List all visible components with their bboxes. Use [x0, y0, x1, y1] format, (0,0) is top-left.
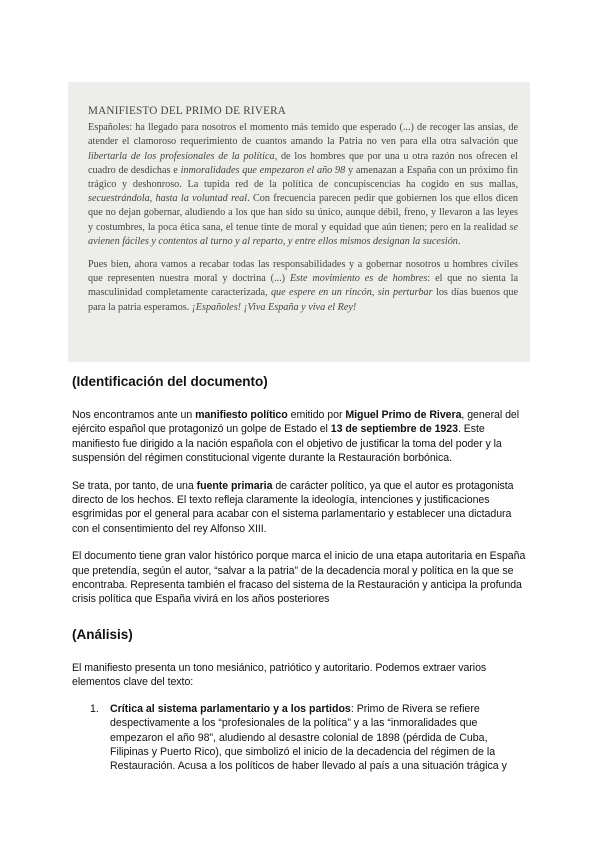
identification-paragraph-1: Nos encontramos ante un manifiesto político emitido por Miguel Primo de Rivera, general del ejército español que protagonizó un golpe de Estado el 13 de septiembre de 1923. Este manifiesto fue dirigido a la nación española con el objetivo de justificar la toma del poder y la suspensión del régimen constitucional vigente durante la Restauración borbónica.	[72, 409, 520, 465]
identification-paragraph-3: El documento tiene gran valor histórico porque marca el inicio de una etapa autoritaria en España que pretendía, según el autor, “salvar a la patria” de la decadencia moral y política en la que se encontraba. Representa también el fracaso del sistema de la Restauración y anticipa la profunda crisis política que España vivirá en los años posteriores	[72, 550, 526, 606]
analysis-intro: El manifiesto presenta un tono mesiánico, patriótico y autoritario. Podemos extraer varios elementos clave del texto:	[72, 661, 487, 689]
analysis-list	[90, 702, 528, 774]
list-item	[90, 702, 528, 774]
section-heading-identification: (Identificación del documento)	[72, 374, 268, 389]
section-heading-analysis: (Análisis)	[72, 626, 133, 642]
identification-paragraph-2: Se trata, por tanto, de una fuente primaria de carácter político, ya que el autor es protagonista directo de los hechos. El texto refleja claramente la ideología, intenciones y justificaciones esgrimidas por el general para acabar con el sistema parlamentario y establecer una dictadura con el consentimiento del rey Alfonso XIII.	[72, 479, 514, 535]
document-body	[72, 374, 528, 774]
source-text-box	[68, 82, 530, 362]
source-title: MANIFIESTO DEL PRIMO DE RIVERA	[88, 105, 287, 117]
list-item-number: 1.	[90, 702, 99, 715]
source-paragraph-1: Españoles: ha llegado para nosotros el momento más temido que esperado (...) de recoger las ansias, de atender el clamoroso requerimiento de cuantos amando la Patria no ven para ella otra salvación que libertarla de los profesionales de la política, de los hombres que por una u otra razón nos ofrecen el cuadro de desdichas e inmoralidades que empezaron el año 98 y amenazan a España con un próximo fin trágico y deshonroso. La tupida red de la política de concupiscencias ha cogido en sus mallas, secuestrándola, hasta la voluntad real. Con frecuencia parecen pedir que gobiernen los que ellos dicen que no dejan gobernar, aludiendo a los que han sido su único, aunque débil, freno, y llevaron a las leyes y costumbres, la poca ética sana, el tenue tinte de moral y equidad que aún tienen; pero en la realidad se avienen fáciles y contentos al turno y al reparto, y entre ellos mismos designan la sucesión.	[88, 122, 519, 247]
list-item-text: : Primo de Rivera se refiere despectivamente a los “profesionales de la política” y a las “inmoralidades que empezaron el año 98”, aludiendo al desastre colonial de 1898 (pérdida de Cuba, Filipinas y Puerto Rico), que simbolizó el inicio de la decadencia del régimen de la Restauración. Acusa a los políticos de haber llevado al país a una situación trágica y	[110, 702, 507, 773]
source-paragraph-2: Pues bien, ahora vamos a recabar todas las responsabilidades y a gobernar nosotros u hombres civiles que representen nuestra moral y doctrina (...) Este movimiento es de hombres: el que no sienta la masculinidad completamente caracterizada, que espere en un rincón, sin perturbar los días buenos que para la patria esperamos. ¡Españoles! ¡Viva España y viva el Rey!	[88, 259, 518, 313]
list-item-title: Crítica al sistema parlamentario y a los partidos	[110, 702, 351, 715]
